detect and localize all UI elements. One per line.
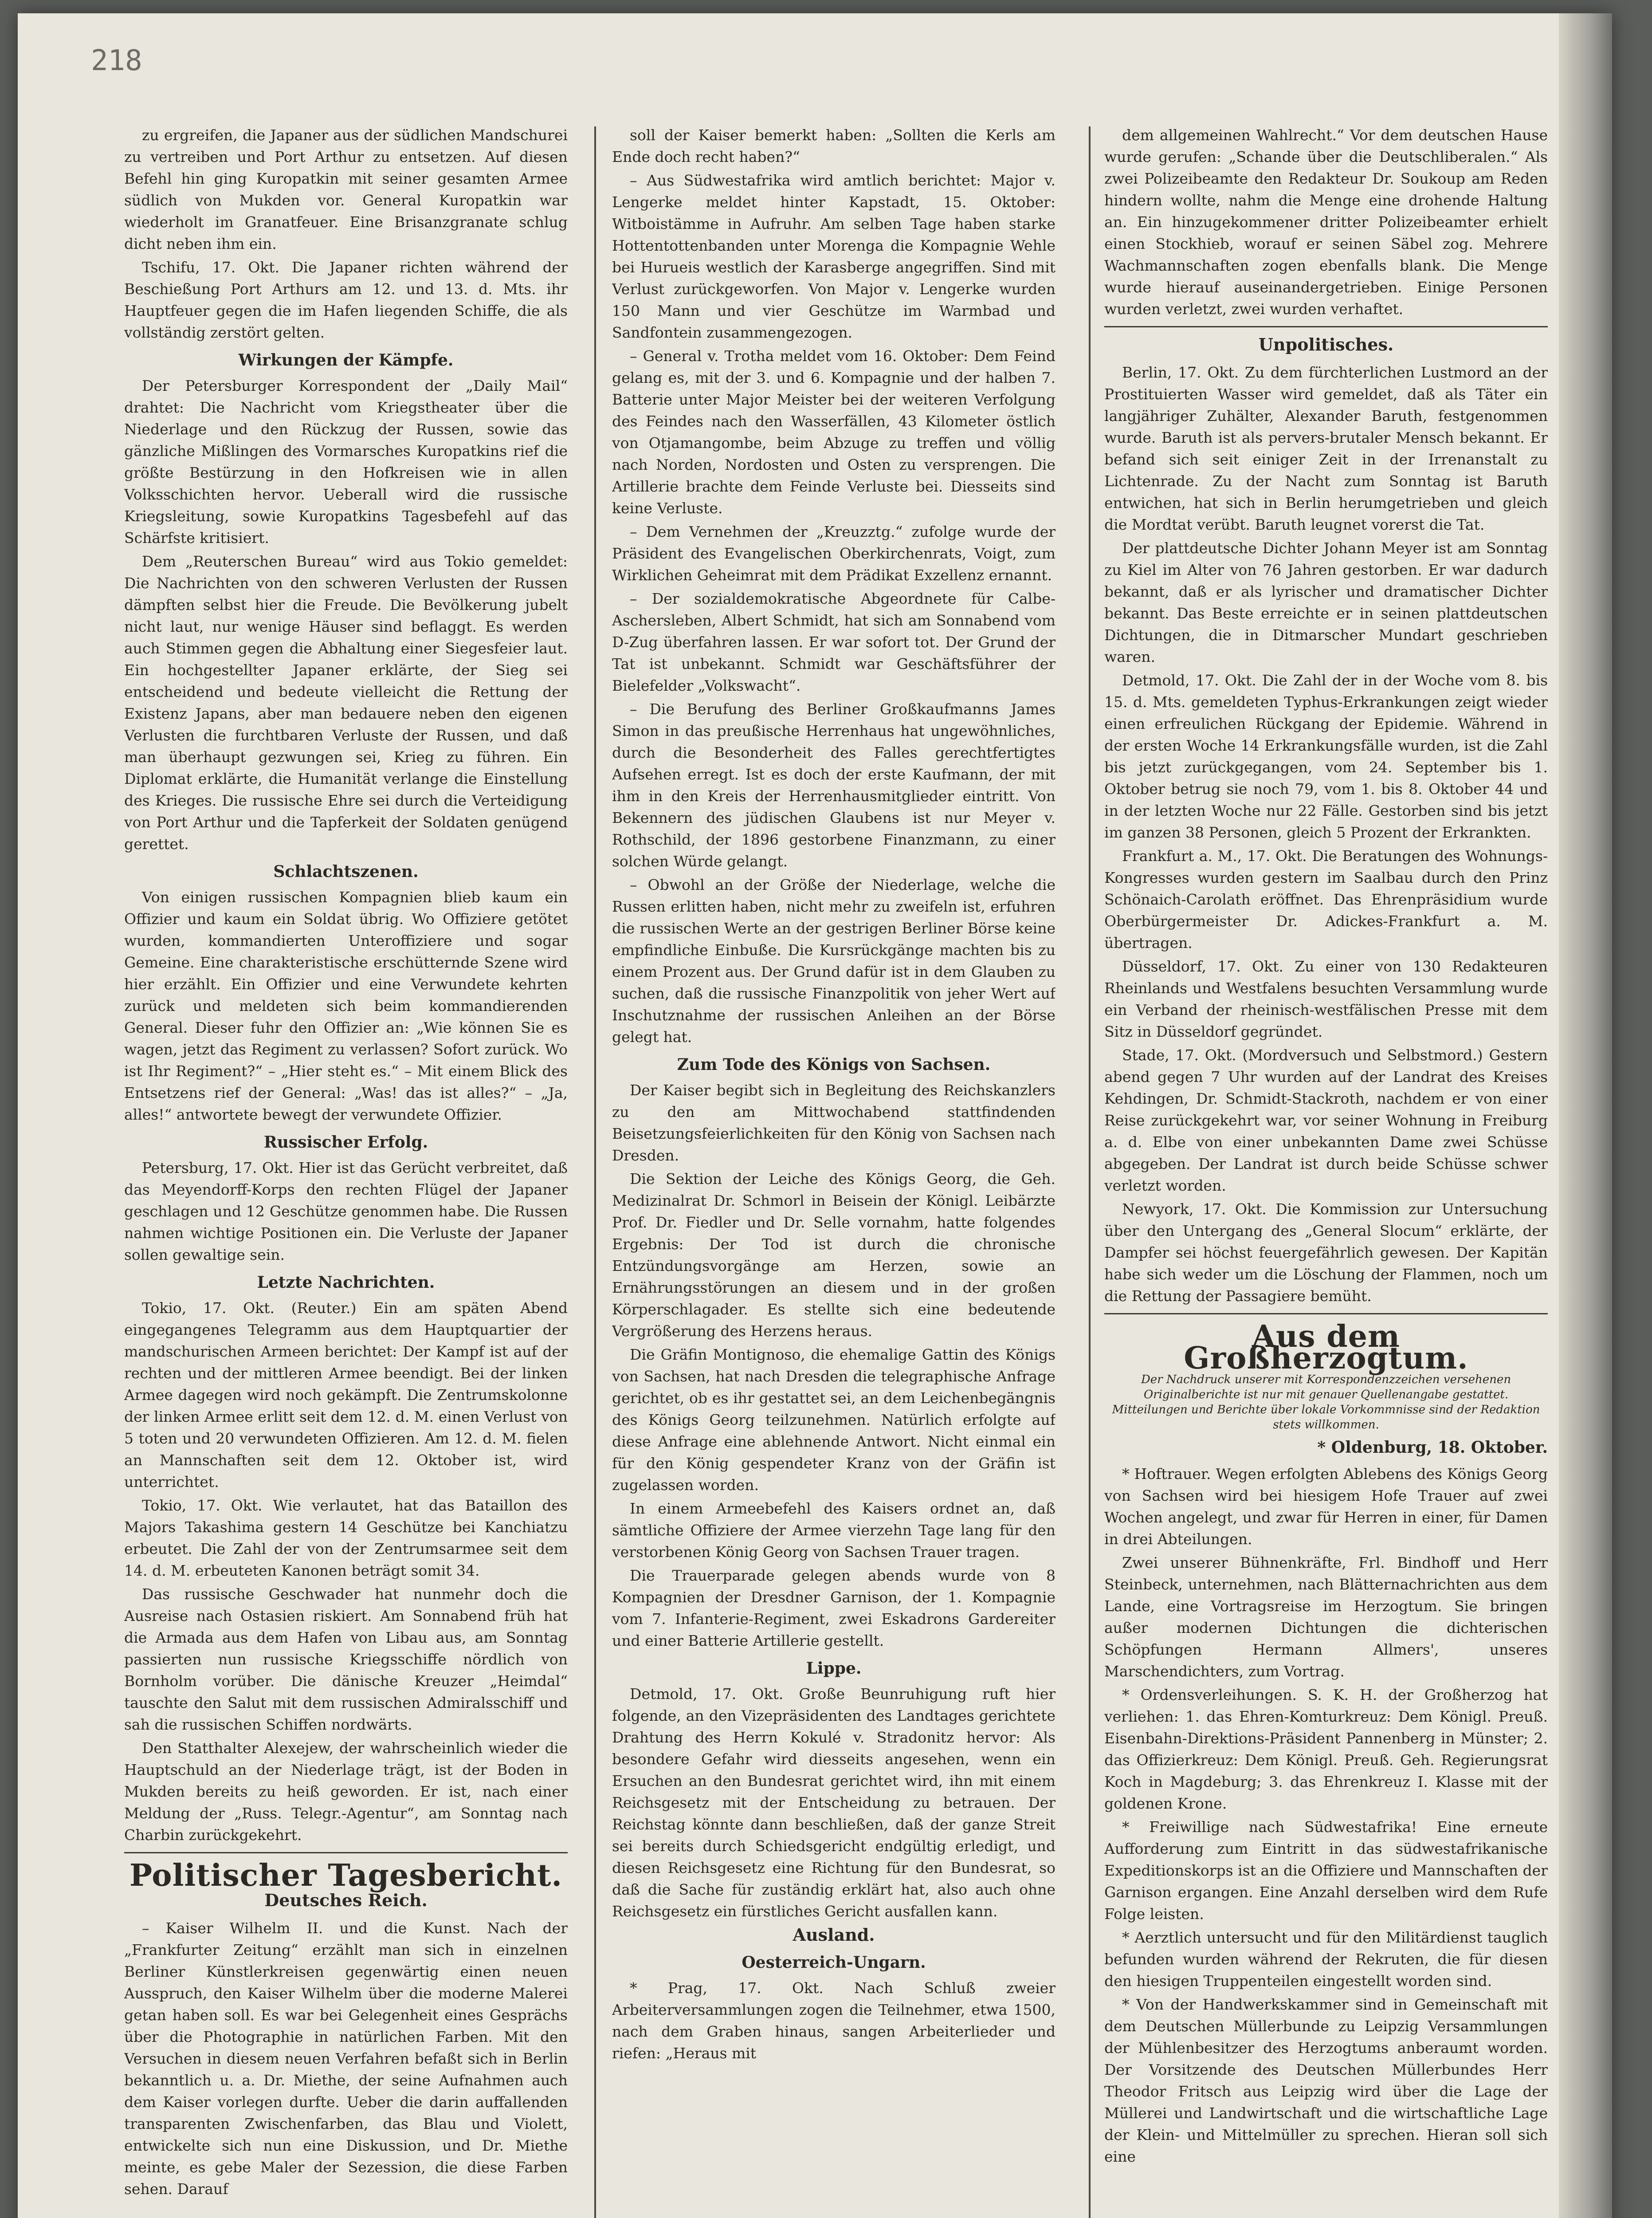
subheading: Letzte Nachrichten. — [257, 1273, 435, 1292]
paragraph: – Obwohl an der Größe der Niederlage, welche die Russen erlitten haben, nicht mehr zu zweifeln ist, erfuhren die russischen Werte an der gestrigen Berliner Börse keine empfindliche Einbuße. Die Kursrückgänge machten bis zu einem Prozent aus. Der Grund dafür ist in dem Glauben zu suchen, daß die russische Finanzpolitik von jeher Wert auf Inschutznahme der russischen Anleihen an der Börse gelegt hat. — [612, 876, 1056, 1046]
paragraph: Der plattdeutsche Dichter Johann Meyer ist am Sonntag zu Kiel im Alter von 76 Jahren gestorben. Er war dadurch bekannt, daß er als lyrischer und dramatischer Dichter bekannt. Das Beste erreichte er in seinen plattdeutschen Dichtungen, die in Ditmarscher Mundart geschrieben waren. — [1104, 539, 1548, 665]
section-subheading: Ausland. — [793, 1925, 875, 1945]
paragraph: Newyork, 17. Okt. Die Kommission zur Untersuchung über den Untergang des „General Slocum“ erklärte, der Dampfer sei höchst feuergefährlich gewesen. Der Kapitän habe sich weder um die Löschung der Flammen, noch um die Rettung der Passagiere bemüht. — [1104, 1200, 1548, 1305]
paragraph: Den Statthalter Alexejew, der wahrscheinlich wieder die Hauptschuld an der Niederlage trägt, ist der Boden in Mukden bereits zu heiß geworden. Er ist, nach einer Meldung der „Russ. Telegr.-Agentur“, am Sonntag nach Charbin zurückgekehrt. — [124, 1739, 568, 1844]
paragraph: Die Sektion der Leiche des Königs Georg, die Geh. Medizinalrat Dr. Schmorl in Beisein der Königl. Leibärzte Prof. Dr. Fiedler und Dr. Selle vornahm, hatte folgendes Ergebnis: Der Tod ist durch die chronische Entzündungsvorgänge am Herzen, sowie an Ernährungsstörungen an diesem und in der großen Körperschlagader. Es stellte sich eine bedeutende Vergrößerung des Herzens heraus. — [612, 1170, 1056, 1340]
subheading: Oesterreich-Ungarn. — [742, 1953, 926, 1972]
paragraph: Tokio, 17. Okt. (Reuter.) Ein am späten Abend eingegangenes Telegramm aus dem Hauptquartier der mandschurischen Armeen berichtet: Der Kampf ist auf der rechten und der mittleren Armee beendigt. Bei der linken Armee dagegen wird noch gekämpft. Die Zentrumskolonne der linken Armee erlitt seit dem 12. d. M. einen Verlust von 5 toten und 20 verwundeten Offizieren. Am 12. d. M. fielen an Mannschaften seit dem 12. Oktober ist, wird unterrichtet. — [124, 1299, 568, 1490]
paragraph: – General v. Trotha meldet vom 16. Oktober: Dem Feind gelang es, mit der 3. und 6. Kompagnie und der halben 7. Batterie unter Major Meister bei der weiteren Verfolgung des Feindes nach den Wasserfällen, 43 Kilometer östlich von Otjamangombe, beim Abzuge zu treffen und völlig nach Norden, Nordosten und Osten zu versprengen. Die Artillerie brachte dem Feinde Verluste bei. Diesseits sind keine Verluste. — [612, 347, 1056, 517]
subheading: Russischer Erfolg. — [263, 1133, 428, 1152]
paragraph: Berlin, 17. Okt. Zu dem fürchterlichen Lustmord an der Prostituierten Wasser wird gemeldet, daß als Täter ein langjähriger Zuhälter, Alexander Baruth, festgenommen wurde. Baruth ist als pervers-brutaler Mensch bekannt. Er befand sich seit einiger Zeit in der Irrenanstalt zu Lichtenrade. Zu der Nacht zum Sonntag ist Baruth entwichen, hat sich in Berlin herumgetrieben und gleich die Mordtat verübt. Baruth leugnet vorerst die Tat. — [1104, 364, 1548, 533]
subheading: Wirkungen der Kämpfe. — [238, 351, 454, 370]
dateline: * Oldenburg, 18. Oktober. — [1317, 1438, 1548, 1457]
column-rule — [1089, 126, 1091, 2218]
paragraph: * Von der Handwerkskammer sind in Gemeinschaft mit dem Deutschen Müllerbunde zu Leipzig Versammlungen der Mühlenbesitzer des Herzogtums anberaumt worden. Der Vorsitzende des Deutschen Müllerbundes Herr Theodor Fritsch aus Leipzig wird über die Lage der Müllerei und Landwirtschaft und die wirtschaftliche Lage der Klein- und Mittelmüller zu sprechen. Hieran soll sich eine — [1104, 1996, 1548, 2165]
paragraph: Von einigen russischen Kompagnien blieb kaum ein Offizier und kaum ein Soldat übrig. Wo Offiziere getötet wurden, kommandierten Unteroffiziere und sogar Gemeine. Eine charakteristische erschütternde Szene wird hier erzählt. Ein Offizier und eine Verwundete kehrten zurück und meldeten sich beim kommandierenden General. Dieser fuhr den Offizier an: „Wie können Sie es wagen, jetzt das Regiment zu verlassen? Sofort zurück. Wo ist Ihr Regiment?“ – „Hier steht es.“ – Mit einem Blick des Entsetzens rief der General: „Was! das ist alles?“ – „Ja, alles!“ antwortete bewegt der verwundete Offizier. — [124, 889, 568, 1123]
newspaper-page — [18, 13, 1612, 2218]
paragraph: Tschifu, 17. Okt. Die Japaner richten während der Beschießung Port Arthurs am 12. und 13. d. Mts. ihr Hauptfeuer gegen die im Hafen liegenden Schiffe, die als vollständig zerstört gelten. — [124, 259, 568, 341]
paragraph: Der Petersburger Korrespondent der „Daily Mail“ drahtet: Die Nachricht vom Kriegstheater über die Niederlage und den Rückzug der Russen, sowie das gänzliche Mißlingen des Vormarsches Kuropatkins rief die größte Bestürzung in den Hofkreisen wie in allen Volksschichten hervor. Ueberall wird die russische Kriegsleitung, sowie Kuropatkins Tagesbefehl auf das Schärfste kritisiert. — [124, 377, 568, 547]
page-edge — [1559, 13, 1612, 2218]
paragraph: Detmold, 17. Okt. Große Beunruhigung ruft hier folgende, an den Vizepräsidenten des Landtages gerichtete Drahtung des Herrn Kokulé v. Stradonitz hervor: Als besondere Gefahr wird diesseits angesehen, wenn ein Ersuchen an den Bundesrat gerichtet wird, ihn mit einem Reichsgesetz mit der Entscheidung zu betrauen. Der Reichstag könnte dann beschließen, daß der ganze Streit sei bereits durch Schiedsgericht endgültig erledigt, und diesen Reichsgesetz eine Richtung für den Bundesrat, so daß die Sache für zuständig erklärt hat, also auch ohne Reichsgesetz ein fürstliches Gericht ausfallen kann. — [612, 1685, 1056, 1920]
paragraph: – Kaiser Wilhelm II. und die Kunst. Nach der „Frankfurter Zeitung“ erzählt man sich in einzelnen Berliner Künstlerkreisen gegenwärtig einen neuen Ausspruch, den Kaiser Wilhelm über die moderne Malerei getan haben soll. Es war bei Gelegenheit eines Gesprächs über die Photographie in natürlichen Farben. Mit den Versuchen in diesem neuen Verfahren befaßt sich in Berlin bekanntlich u. a. Dr. Miethe, der seine Aufnahmen auch dem Kaiser vorlegen durfte. Ueber die darin auffallenden transparenten Zwischenfarben, das Blau und Violett, entwickelte sich nun eine Diskussion, und Dr. Miethe meinte, es gebe Maler der Sezession, die diese Farben sehen. Darauf — [124, 1919, 568, 2198]
section-subheading: Deutsches Reich. — [264, 1890, 428, 1910]
paragraph: In einem Armeebefehl des Kaisers ordnet an, daß sämtliche Offiziere der Armee vierzehn Tage lang für den verstorbenen König Georg von Sachsen Trauer tragen. — [612, 1500, 1056, 1561]
reprint-notice: Der Nachdruck unserer mit Korrespondenzzeichen versehenen Originalberichte ist nur mit genauer Quellenangabe gestattet. Mitteilungen und Berichte über lokale Vorkommnisse sind der Redaktion stets willkommen. — [1112, 1373, 1540, 1431]
paragraph: Dem „Reuterschen Bureau“ wird aus Tokio gemeldet: Die Nachrichten von den schweren Verlusten der Russen dämpften selbst hier die Freude. Die Bevölkerung jubelt nicht laut, nur wenige Häuser sind beflaggt. Es werden auch Stimmen gegen die Abhaltung einer Siegesfeier laut. Ein hochgestellter Japaner erklärte, der Sieg sei entscheidend und bedeute vielleicht die Rettung der Existenz Japans, aber man bedauere neben den eigenen Verlusten die furchtbaren Verluste der Russen, und daß man überhaupt gezwungen sei, Krieg zu führen. Ein Diplomat erklärte, die Humanität verlange die Einstellung des Krieges. Die russische Ehre sei durch die Verteidigung von Port Arthur und die Tapferkeit der Soldaten genügend gerettet. — [124, 553, 568, 853]
paragraph: * Freiwillige nach Südwestafrika! Eine erneute Aufforderung zum Eintritt in das südwestafrikanische Expeditionskorps ist an die Offiziere und Mannschaften der Garnison ergangen. Eine Anzahl derselben wird dem Rufe Folge leisten. — [1104, 1818, 1548, 1923]
paragraph: * Ordensverleihungen. S. K. H. der Großherzog hat verliehen: 1. das Ehren-Komturkreuz: Dem Königl. Preuß. Eisenbahn-Direktions-Präsident Pannenberg in Münster; 2. das Offizierkreuz: Dem Königl. Preuß. Geh. Regierungsrat Koch in Magdeburg; 3. das Ehrenkreuz I. Klasse mit der goldenen Krone. — [1104, 1686, 1548, 1812]
subheading: Zum Tode des Königs von Sachsen. — [677, 1055, 991, 1074]
paragraph: Petersburg, 17. Okt. Hier ist das Gerücht verbreitet, daß das Meyendorff-Korps den rechten Flügel der Japaner geschlagen und 12 Geschütze genommen habe. Die Russen nahmen wichtige Positionen ein. Die Verluste der Japaner sollen gewaltige sein. — [124, 1159, 568, 1263]
paragraph: Die Trauerparade gelegen abends wurde von 8 Kompagnien der Dresdner Garnison, der 1. Kompagnie vom 7. Infanterie-Regiment, zwei Eskadrons Gardereiter und einer Batterie Artillerie gestellt. — [612, 1567, 1056, 1649]
paragraph: soll der Kaiser bemerkt haben: „Sollten die Kerls am Ende doch recht haben?“ — [612, 126, 1056, 165]
section-heading: Politischer Tagesbericht. — [129, 1858, 563, 1893]
paragraph: * Aerztlich untersucht und für den Militärdienst tauglich befunden wurden während der Rekruten, die für diesen den hiesigen Truppenteilen eingestellt worden sind. — [1104, 1929, 1548, 1990]
page-number: 218 — [91, 44, 142, 77]
paragraph: – Der sozialdemokratische Abgeordnete für Calbe-Aschersleben, Albert Schmidt, hat sich am Sonnabend vom D-Zug überfahren lassen. Er war sofort tot. Der Grund der Tat ist unbekannt. Schmidt war Geschäftsführer der Bielefelder „Volkswacht“. — [612, 590, 1056, 694]
column-3 — [1104, 124, 1548, 2218]
paragraph: – Die Berufung des Berliner Großkaufmanns James Simon in das preußische Herrenhaus hat ungewöhnliches, durch die Besonderheit des Falles gerechtfertigtes Aufsehen erregt. Ist es doch der erste Kaufmann, der mit ihm in den Kreis der Herrenhausmitglieder eintritt. Von Bekennern des jüdischen Glaubens ist nur Meyer v. Rothschild, der 1896 gestorbene Finanzmann, zu einer solchen Würde gelangt. — [612, 700, 1056, 870]
paragraph: Die Gräfin Montignoso, die ehemalige Gattin des Königs von Sachsen, hat nach Dresden die telegraphische Anfrage gerichtet, ob es ihr gestattet sei, an dem Leichenbegängnis des Königs Georg teilzunehmen. Natürlich erfolgte auf diese Anfrage eine ablehnende Antwort. Nicht einmal ein für den König gespendeter Kranz von der Gräfin ist zugelassen worden. — [612, 1346, 1056, 1494]
paragraph: Der Kaiser begibt sich in Begleitung des Reichskanzlers zu den am Mittwochabend stattfindenden Beisetzungsfeierlichkeiten für den König von Sachsen nach Dresden. — [612, 1081, 1056, 1164]
paragraph: zu ergreifen, die Japaner aus der südlichen Mandschurei zu vertreiben und Port Arthur zu entsetzen. Auf diesen Befehl hin ging Kuropatkin mit seiner gesamten Armee südlich von Mukden vor. General Kuropatkin war wiederholt im Granatfeuer. Eine Brisanzgranate schlug dicht neben ihm ein. — [124, 126, 568, 252]
paragraph: Stade, 17. Okt. (Mordversuch und Selbstmord.) Gestern abend gegen 7 Uhr wurden auf der Landrat des Kreises Kehdingen, Dr. Schmidt-Stackroth, nachdem er von einer Reise zurückgekehrt war, vor seiner Wohnung in Freiburg a. d. Elbe von einer unbekannten Dame zwei Schüsse abgegeben. Der Landrat ist durch beide Schüsse schwer verletzt worden. — [1104, 1046, 1548, 1194]
column-rule — [594, 126, 596, 2218]
section-divider — [1104, 326, 1548, 327]
section-heading: Aus dem Großherzogtum. — [1184, 1319, 1468, 1376]
section-divider — [1104, 1313, 1548, 1314]
paragraph: Das russische Geschwader hat nunmehr doch die Ausreise nach Ostasien riskiert. Am Sonnabend früh hat die Armada aus dem Hafen von Libau aus, am Sonntag passierten nun russische Kriegsschiffe nördlich von Bornholm vorüber. Die dänische Kreuzer „Heimdal“ tauschte den Salut mit dem russischen Admiralsschiff und sah die russischen Schiffen nordwärts. — [124, 1585, 568, 1733]
section-divider — [124, 1852, 568, 1853]
paragraph: Zwei unserer Bühnenkräfte, Frl. Bindhoff und Herr Steinbeck, unternehmen, nach Blätternachrichten aus dem Lande, eine Vortragsreise im Herzogtum. Sie bringen außer modernen Dichtungen die dichterischen Schöpfungen Hermann Allmers', unseres Marschendichters, zum Vortrag. — [1104, 1554, 1548, 1680]
paragraph: * Hoftrauer. Wegen erfolgten Ablebens des Königs Georg von Sachsen wird bei hiesigem Hofe Trauer auf zwei Wochen angelegt, und zwar für Herren in einer, für Damen in drei Abteilungen. — [1104, 1465, 1548, 1548]
paragraph: – Aus Südwestafrika wird amtlich berichtet: Major v. Lengerke meldet hinter Kapstadt, 15. Oktober: Witboistämme in Aufruhr. Am selben Tage haben starke Hottentottenbanden unter Morenga die Kompagnie Wehle bei Hurueis westlich der Karasberge angegriffen. Sind mit Verlust zurückgeworfen. Von Major v. Lengerke wurden 150 Mann und vier Geschütze im Warmbad und Sandfontein zusammengezogen. — [612, 172, 1056, 341]
paragraph: Tokio, 17. Okt. Wie verlautet, hat das Bataillon des Majors Takashima gestern 14 Geschütze bei Kanchiatzu erbeutet. Die Zahl der von der Zentrumsarmee seit dem 14. d. M. erbeuteten Kanonen beträgt somit 34. — [124, 1497, 568, 1579]
paragraph: * Prag, 17. Okt. Nach Schluß zweier Arbeiterversammlungen zogen die Teilnehmer, etwa 1500, nach dem Graben hinaus, sangen Arbeiterlieder und riefen: „Heraus mit — [612, 1979, 1056, 2062]
paragraph: Düsseldorf, 17. Okt. Zu einer von 130 Redakteuren Rheinlands und Westfalens besuchten Versammlung wurde ein Verband der rheinisch-westfälischen Presse mit dem Sitz in Düsseldorf gegründet. — [1104, 958, 1548, 1040]
column-2 — [612, 124, 1056, 2218]
section-subheading: Unpolitisches. — [1258, 334, 1394, 354]
subheading: Schlachtszenen. — [273, 862, 419, 881]
subheading: Lippe. — [806, 1659, 862, 1678]
paragraph: Frankfurt a. M., 17. Okt. Die Beratungen des Wohnungs-Kongresses wurden gestern im Saalbau durch den Prinz Schönaich-Carolath eröffnet. Das Ehrenpräsidium wurde Oberbürgermeister Dr. Adickes-Frankfurt a. M. übertragen. — [1104, 847, 1548, 952]
paragraph: Detmold, 17. Okt. Die Zahl der in der Woche vom 8. bis 15. d. Mts. gemeldeten Typhus-Erkrankungen zeigt wieder einen erfreulichen Rückgang der Epidemie. Während in der ersten Woche 14 Erkrankungsfälle wurden, ist die Zahl bis jetzt zurückgegangen, vom 24. September bis 1. Oktober betrug sie noch 79, vom 1. bis 8. Oktober 44 und in der letzten Woche nur 22 Fälle. Gestorben sind bis jetzt im ganzen 38 Personen, gleich 5 Prozent der Erkrankten. — [1104, 672, 1548, 841]
column-1 — [124, 124, 568, 2218]
paragraph: – Dem Vernehmen der „Kreuzztg.“ zufolge wurde der Präsident des Evangelischen Oberkirchenrats, Voigt, zum Wirklichen Geheimrat mit dem Prädikat Exzellenz ernannt. — [612, 523, 1056, 584]
paragraph: dem allgemeinen Wahlrecht.“ Vor dem deutschen Hause wurde gerufen: „Schande über die Deutschliberalen.“ Als zwei Polizeibeamte den Redakteur Dr. Soukoup am Reden hindern wollte, nahm die Menge eine drohende Haltung an. Ein hinzugekommener dritter Polizeibeamter erhielt einen Stockhieb, worauf er seinen Säbel zog. Mehrere Wachmannschaften zogen ebenfalls blank. Die Menge wurde hierauf auseinandergetrieben. Einige Personen wurden verletzt, zwei wurden verhaftet. — [1104, 126, 1548, 318]
